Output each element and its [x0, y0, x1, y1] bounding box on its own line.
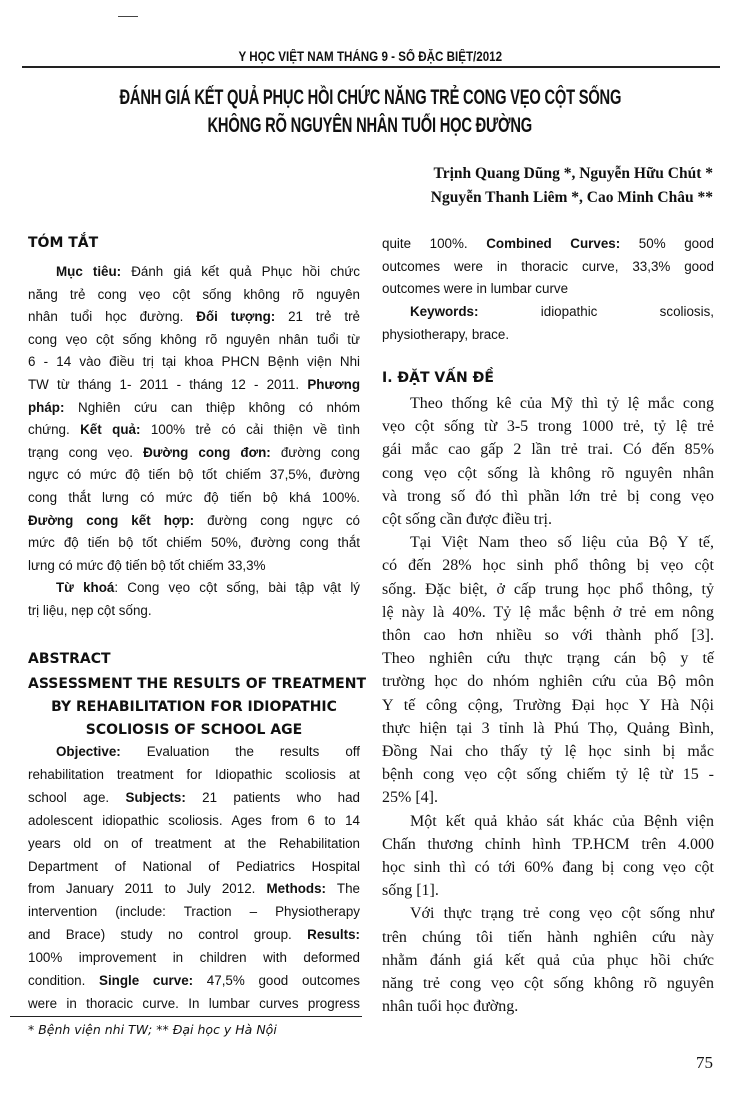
text-segment: bệnh cong vẹo cột sống chiếm tỷ lệ từ 15 - — [382, 766, 714, 784]
text-segment: cong vẹo cột sống không rõ nguyên nhân tuổi từ — [28, 331, 360, 347]
text-line — [28, 419, 360, 442]
text-segment: were in thoracic curve. In lumbar curves progress — [28, 995, 360, 1011]
article-title-line-1 — [0, 86, 740, 110]
bold-label: Combined Curves: — [486, 236, 621, 251]
text-segment: Evaluation the results off — [120, 744, 360, 759]
text-line — [28, 329, 360, 352]
title-text: ĐÁNH GIÁ KẾT QUẢ PHỤC HỒI CHỨC NĂNG TRẺ CONG VẸO CỘT SỐNG — [119, 86, 621, 109]
text-segment: Đồng Nai cho thấy tỷ lệ học sinh bị mắc — [382, 743, 714, 761]
abstract-heading: ABSTRACT — [28, 651, 111, 667]
text-line — [382, 740, 714, 763]
text-segment: rehabilitation treatment for Idiopathic scoliosis at — [28, 766, 360, 782]
text-line — [28, 741, 360, 764]
text-segment: Department of National of Pediatrics Hospital — [28, 858, 360, 874]
text-line — [28, 464, 360, 487]
text-line — [382, 810, 714, 833]
bold-label: Subjects: — [125, 789, 186, 805]
bold-label: Kết quả: — [80, 422, 141, 438]
text-segment: from January 2011 to July 2012. — [28, 881, 267, 897]
text-line — [382, 717, 714, 740]
bold-label: Phương — [307, 376, 360, 392]
text-segment: TW từ tháng 1- 2011 - tháng 12 - 2011. — [28, 376, 308, 392]
text-segment: lưng có mức độ tiến bộ tốt chiếm 33,3% — [28, 557, 266, 573]
text-segment: học sinh thì có tới 60% đang bị cong vẹo cột — [382, 859, 714, 877]
text-segment: Nghiên cứu can thiệp không có nhóm — [64, 399, 360, 415]
text-segment: : Cong vẹo cột sống, bài tập vật lý — [114, 580, 360, 596]
text-line — [382, 256, 714, 279]
text-line — [382, 856, 714, 879]
abstract-title-line: SCOLIOSIS OF SCHOOL AGE — [85, 722, 303, 738]
tom-tat-heading: TÓM TẮT — [28, 235, 99, 251]
journal-header — [0, 48, 740, 66]
journal-header-text: Y HỌC VIỆT NAM THÁNG 9 - SỐ ĐẶC BIỆT/2012 — [238, 49, 502, 64]
text-segment: 21 trẻ trẻ — [275, 309, 360, 325]
text-line — [28, 810, 360, 833]
text-segment: nhân tuổi học đường. — [28, 309, 197, 325]
text-line — [382, 324, 714, 347]
text-segment: 100% improvement in children with deformed — [28, 950, 360, 966]
text-segment: school age. — [28, 789, 126, 805]
abstract-continued — [382, 233, 714, 347]
bold-label: pháp: — [28, 399, 65, 415]
text-segment: chứng. — [28, 422, 81, 438]
abstract-title — [28, 673, 367, 742]
text-segment: adolescent idiopathic scoliosis. Ages from 6 to 14 — [28, 812, 360, 828]
text-segment: trên chúng tôi tiến hành nghiên cứu này — [382, 928, 714, 946]
text-segment: outcomes were in lumbar curve — [382, 281, 569, 297]
text-line — [382, 415, 714, 438]
text-line — [28, 487, 360, 510]
text-segment: condition. — [28, 973, 100, 989]
text-line — [28, 510, 360, 533]
text-line — [28, 878, 360, 901]
text-line — [382, 601, 714, 624]
text-line — [382, 578, 714, 601]
text-segment: đường cong — [270, 444, 361, 460]
text-line — [28, 947, 360, 970]
text-segment: nhân tuổi học đường. — [382, 998, 519, 1016]
bold-label: Keywords: — [410, 304, 479, 320]
bold-label: Objective: — [56, 744, 121, 759]
text-segment: 50% good — [620, 236, 715, 251]
text-segment: Với thực trạng trẻ cong vẹo cột sống như — [410, 905, 714, 923]
text-line — [382, 670, 714, 693]
bold-label: Đường cong kết hợp: — [28, 512, 195, 528]
text-segment: thôn cao hơn nhiều so với thành phố [3]. — [382, 627, 714, 645]
bold-label: Từ khoá — [56, 580, 115, 596]
text-segment: gái mắc cao gấp 2 lần trẻ trai. Có đến 85% — [382, 441, 714, 459]
text-line — [382, 647, 714, 670]
text-segment: quite 100%. — [382, 236, 487, 251]
page-number: 75 — [696, 1053, 713, 1072]
top-mark — [118, 16, 138, 17]
text-line — [28, 833, 360, 856]
bold-label: Methods: — [266, 881, 327, 897]
text-segment: Một kết quả khảo sát khác của Bệnh viện — [410, 812, 714, 830]
section-1-heading: I. ĐẶT VẤN ĐỀ — [382, 370, 494, 386]
text-line — [28, 555, 360, 578]
text-line — [28, 764, 360, 787]
text-segment: Chấn thương chỉnh hình TP.HCM trên 4.000 — [382, 835, 714, 853]
text-segment: physiotherapy, brace. — [382, 326, 510, 342]
text-segment: sống. Đặc biệt, ở cấp trung học phổ thông, tỷ — [382, 580, 714, 598]
text-line — [382, 995, 714, 1018]
text-segment: nhằm đánh giá kết quả của phục hồi chức — [382, 951, 714, 969]
bold-label: Results: — [307, 927, 360, 943]
bold-label: Đối tượng: — [196, 309, 276, 325]
text-line — [382, 508, 714, 531]
text-line — [28, 901, 360, 924]
text-line — [28, 442, 360, 465]
authors-line-2: Nguyễn Thanh Liêm *, Cao Minh Châu ** — [430, 189, 713, 206]
abstract-title-line: ASSESSMENT THE RESULTS OF TREATMENT — [28, 676, 367, 692]
bold-label: Single curve: — [99, 973, 194, 989]
bold-label: Mục tiêu: — [56, 264, 122, 279]
text-segment: idiopathic scoliosis, — [478, 304, 714, 320]
text-segment: cong thắt lưng có mức độ tiến bộ khá 100%. — [28, 489, 360, 505]
text-line — [382, 949, 714, 972]
text-segment: intervention (include: Traction – Physiotherapy — [28, 904, 360, 920]
text-segment: ngực có mức độ tiến bộ tốt chiếm 37,5%, đường — [28, 467, 360, 483]
text-line — [382, 278, 714, 301]
text-segment: vẹo cột sống từ 3-5 trong 1000 trẻ, tỷ lệ trẻ — [382, 418, 714, 436]
text-segment: năng trẻ cong vẹo cột sống không rõ nguyên — [28, 286, 360, 302]
text-segment: và trong số đó thì phần lớn trẻ bị cong vẹo — [382, 487, 714, 505]
text-line — [28, 787, 360, 810]
tom-tat-body — [28, 261, 360, 623]
text-segment: years old on of treatment at the Rehabilitation — [28, 835, 360, 851]
text-line — [28, 374, 360, 397]
text-segment: đường cong ngực có — [194, 512, 360, 528]
text-segment: Y tế công cộng, Trường Đại học Y Hà Nội — [382, 696, 714, 714]
text-segment: The — [326, 881, 360, 897]
footnote-rule — [10, 1016, 362, 1017]
text-line — [382, 833, 714, 856]
text-line — [28, 856, 360, 879]
text-line — [382, 554, 714, 577]
text-segment: thực hiện tại 3 tỉnh là Phú Thọ, Quảng Bình, — [382, 719, 714, 737]
text-segment: sống [1]. — [382, 882, 439, 900]
text-segment: trường học do nhóm nghiên cứu của Bộ môn — [382, 673, 714, 691]
text-line — [28, 261, 360, 284]
text-segment: Theo nghiên cứu thực trạng cán bộ y tế — [382, 650, 714, 668]
text-line — [382, 902, 714, 925]
text-line — [28, 532, 360, 555]
text-segment: trị liệu, nẹp cột sống. — [28, 602, 152, 618]
text-segment: Đánh giá kết quả Phục hồi chức — [121, 264, 360, 279]
text-segment: and Brace) study no control group. — [28, 927, 308, 943]
title-text: KHÔNG RÕ NGUYÊN NHÂN TUỔI HỌC ĐƯỜNG — [207, 114, 533, 137]
section-1-body — [382, 392, 714, 1018]
text-line — [28, 351, 360, 374]
text-segment: cột sống cần được điều trị. — [382, 511, 552, 529]
authors-line-1: Trịnh Quang Dũng *, Nguyễn Hữu Chút * — [433, 165, 713, 182]
text-line — [382, 462, 714, 485]
text-segment: năng trẻ cong vẹo cột sống không rõ nguyên — [382, 975, 714, 993]
footnote: * Bệnh viện nhi TW; ** Đại học y Hà Nội — [28, 1022, 277, 1037]
text-line — [28, 970, 360, 993]
text-line — [28, 284, 360, 307]
text-segment: 47,5% good outcomes — [193, 973, 361, 989]
text-line — [382, 786, 714, 809]
bold-label: Đường cong đơn: — [143, 444, 271, 460]
text-segment: mức độ tiến bộ tốt chiếm 50%, đường cong thắt — [28, 535, 360, 551]
text-line — [28, 600, 360, 623]
text-line — [382, 972, 714, 995]
text-line — [382, 879, 714, 902]
text-line — [28, 397, 360, 420]
text-line — [382, 438, 714, 461]
text-line — [382, 624, 714, 647]
text-line — [382, 392, 714, 415]
text-line — [382, 926, 714, 949]
text-line — [382, 485, 714, 508]
text-line — [28, 924, 360, 947]
text-line — [28, 577, 360, 600]
text-line — [382, 763, 714, 786]
text-segment: outcomes were in thoracic curve, 33,3% good — [382, 258, 714, 274]
text-segment: Tại Việt Nam theo số liệu của Bộ Y tế, — [410, 534, 714, 552]
text-segment: 21 patients who had — [185, 789, 360, 805]
text-segment: 25% [4]. — [382, 789, 438, 807]
text-segment: Theo thống kê của Mỹ thì tỷ lệ mắc cong — [410, 395, 714, 412]
text-line — [382, 531, 714, 554]
text-segment: trạng cong vẹo. — [28, 444, 144, 460]
text-line — [28, 993, 360, 1016]
text-line — [382, 233, 714, 256]
abstract-title-line: BY REHABILITATION FOR IDIOPATHIC — [51, 699, 337, 715]
text-line — [382, 694, 714, 717]
text-segment: 100% trẻ có cải thiện về tình — [140, 422, 360, 438]
text-segment: lệ này là 40%. Tỷ lệ mắc bệnh ở trẻ em nông — [382, 603, 714, 621]
article-title-line-2 — [0, 114, 740, 138]
text-segment: có đến 28% học sinh phổ thông bị vẹo cột — [382, 557, 714, 575]
text-segment: cong vẹo cột sống là không rõ nguyên nhân — [382, 464, 714, 482]
text-line — [28, 306, 360, 329]
header-rule — [22, 66, 720, 68]
abstract-body — [28, 741, 360, 1016]
text-segment: 6 - 14 vào điều trị tại khoa PHCN Bệnh viện Nhi — [28, 354, 360, 370]
text-line — [382, 301, 714, 324]
